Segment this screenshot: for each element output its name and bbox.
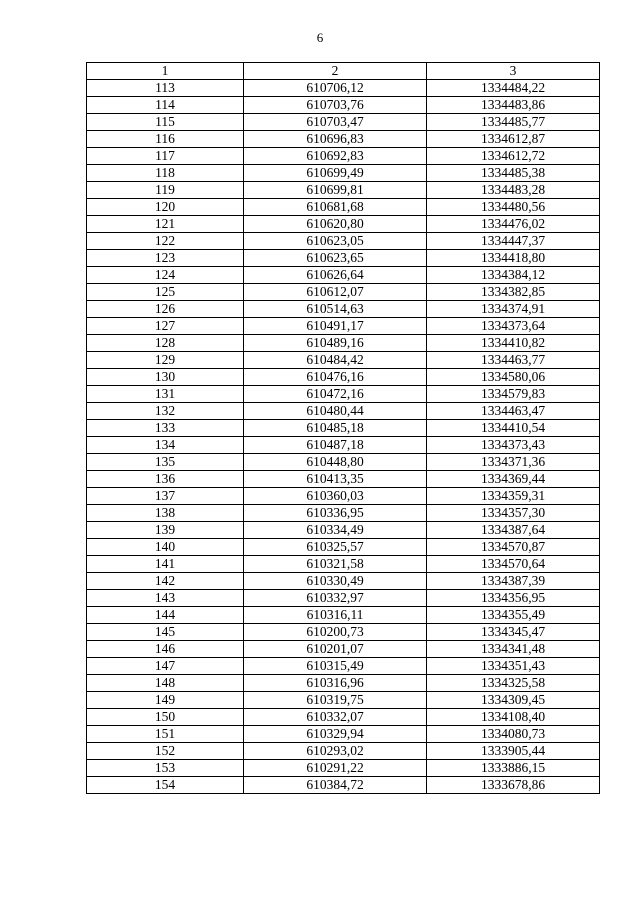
x-coordinate-cell: 610330,49 [244, 573, 427, 590]
table-row [87, 658, 600, 675]
table-row [87, 301, 600, 318]
x-coordinate-cell: 610316,11 [244, 607, 427, 624]
point-number-cell: 118 [87, 165, 244, 182]
point-number-cell: 128 [87, 335, 244, 352]
y-coordinate-cell: 1334309,45 [427, 692, 600, 709]
point-number-cell: 116 [87, 131, 244, 148]
table-row [87, 250, 600, 267]
point-number-cell: 125 [87, 284, 244, 301]
x-coordinate-cell: 610332,97 [244, 590, 427, 607]
x-coordinate-cell: 610319,75 [244, 692, 427, 709]
point-number-cell: 144 [87, 607, 244, 624]
table-row [87, 335, 600, 352]
point-number-cell: 130 [87, 369, 244, 386]
table-row [87, 641, 600, 658]
y-coordinate-cell: 1334374,91 [427, 301, 600, 318]
point-number-cell: 145 [87, 624, 244, 641]
y-coordinate-cell: 1334382,85 [427, 284, 600, 301]
table-row [87, 692, 600, 709]
table-row [87, 148, 600, 165]
x-coordinate-cell: 610681,68 [244, 199, 427, 216]
x-coordinate-cell: 610706,12 [244, 80, 427, 97]
table-row [87, 182, 600, 199]
y-coordinate-cell: 1334463,47 [427, 403, 600, 420]
table-row [87, 709, 600, 726]
point-number-cell: 146 [87, 641, 244, 658]
y-coordinate-cell: 1334612,87 [427, 131, 600, 148]
y-coordinate-cell: 1334325,58 [427, 675, 600, 692]
x-coordinate-cell: 610472,16 [244, 386, 427, 403]
x-coordinate-cell: 610692,83 [244, 148, 427, 165]
table-body [87, 80, 600, 794]
y-coordinate-cell: 1334369,44 [427, 471, 600, 488]
y-coordinate-cell: 1334351,43 [427, 658, 600, 675]
x-coordinate-cell: 610291,22 [244, 760, 427, 777]
table-row [87, 403, 600, 420]
y-coordinate-cell: 1334384,12 [427, 267, 600, 284]
table-row [87, 522, 600, 539]
point-number-cell: 149 [87, 692, 244, 709]
table-row [87, 386, 600, 403]
point-number-cell: 132 [87, 403, 244, 420]
y-coordinate-cell: 1334373,64 [427, 318, 600, 335]
y-coordinate-cell: 1334080,73 [427, 726, 600, 743]
point-number-cell: 122 [87, 233, 244, 250]
point-number-cell: 121 [87, 216, 244, 233]
y-coordinate-cell: 1334410,54 [427, 420, 600, 437]
x-coordinate-cell: 610329,94 [244, 726, 427, 743]
column-header-2: 2 [244, 63, 427, 80]
x-coordinate-cell: 610360,03 [244, 488, 427, 505]
x-coordinate-cell: 610696,83 [244, 131, 427, 148]
point-number-cell: 143 [87, 590, 244, 607]
y-coordinate-cell: 1334359,31 [427, 488, 600, 505]
table-row [87, 607, 600, 624]
table-row [87, 267, 600, 284]
x-coordinate-cell: 610480,44 [244, 403, 427, 420]
table-row [87, 573, 600, 590]
point-number-cell: 138 [87, 505, 244, 522]
table-row [87, 743, 600, 760]
y-coordinate-cell: 1333905,44 [427, 743, 600, 760]
point-number-cell: 148 [87, 675, 244, 692]
table-row [87, 437, 600, 454]
page-number: 6 [316, 30, 324, 45]
table-row [87, 556, 600, 573]
table-row [87, 675, 600, 692]
y-coordinate-cell: 1334447,37 [427, 233, 600, 250]
x-coordinate-cell: 610321,58 [244, 556, 427, 573]
x-coordinate-cell: 610623,65 [244, 250, 427, 267]
x-coordinate-cell: 610201,07 [244, 641, 427, 658]
y-coordinate-cell: 1334463,77 [427, 352, 600, 369]
point-number-cell: 124 [87, 267, 244, 284]
point-number-cell: 117 [87, 148, 244, 165]
y-coordinate-cell: 1334410,82 [427, 335, 600, 352]
point-number-cell: 133 [87, 420, 244, 437]
x-coordinate-cell: 610703,47 [244, 114, 427, 131]
table-row [87, 590, 600, 607]
point-number-cell: 137 [87, 488, 244, 505]
table-row [87, 199, 600, 216]
coordinates-table [86, 62, 600, 794]
y-coordinate-cell: 1334373,43 [427, 437, 600, 454]
point-number-cell: 127 [87, 318, 244, 335]
y-coordinate-cell: 1334476,02 [427, 216, 600, 233]
column-header-3: 3 [427, 63, 600, 80]
point-number-cell: 139 [87, 522, 244, 539]
point-number-cell: 141 [87, 556, 244, 573]
table-row [87, 777, 600, 794]
x-coordinate-cell: 610699,49 [244, 165, 427, 182]
x-coordinate-cell: 610489,16 [244, 335, 427, 352]
point-number-cell: 115 [87, 114, 244, 131]
x-coordinate-cell: 610626,64 [244, 267, 427, 284]
point-number-cell: 131 [87, 386, 244, 403]
point-number-cell: 154 [87, 777, 244, 794]
table-row [87, 216, 600, 233]
table-row [87, 760, 600, 777]
x-coordinate-cell: 610491,17 [244, 318, 427, 335]
x-coordinate-cell: 610315,49 [244, 658, 427, 675]
x-coordinate-cell: 610612,07 [244, 284, 427, 301]
x-coordinate-cell: 610514,63 [244, 301, 427, 318]
y-coordinate-cell: 1334580,06 [427, 369, 600, 386]
x-coordinate-cell: 610485,18 [244, 420, 427, 437]
table-row [87, 233, 600, 250]
table-row [87, 80, 600, 97]
point-number-cell: 152 [87, 743, 244, 760]
y-coordinate-cell: 1333678,86 [427, 777, 600, 794]
y-coordinate-cell: 1334485,38 [427, 165, 600, 182]
y-coordinate-cell: 1334387,39 [427, 573, 600, 590]
table-row [87, 539, 600, 556]
table-row [87, 352, 600, 369]
y-coordinate-cell: 1334357,30 [427, 505, 600, 522]
x-coordinate-cell: 610293,02 [244, 743, 427, 760]
y-coordinate-cell: 1334418,80 [427, 250, 600, 267]
x-coordinate-cell: 610332,07 [244, 709, 427, 726]
table-row [87, 284, 600, 301]
table-row [87, 131, 600, 148]
point-number-cell: 129 [87, 352, 244, 369]
x-coordinate-cell: 610476,16 [244, 369, 427, 386]
table-header-row [87, 63, 600, 80]
x-coordinate-cell: 610448,80 [244, 454, 427, 471]
y-coordinate-cell: 1334570,64 [427, 556, 600, 573]
x-coordinate-cell: 610384,72 [244, 777, 427, 794]
x-coordinate-cell: 610413,35 [244, 471, 427, 488]
table-row [87, 471, 600, 488]
point-number-cell: 147 [87, 658, 244, 675]
y-coordinate-cell: 1334480,56 [427, 199, 600, 216]
table-row [87, 97, 600, 114]
y-coordinate-cell: 1334371,36 [427, 454, 600, 471]
x-coordinate-cell: 610200,73 [244, 624, 427, 641]
table-row [87, 488, 600, 505]
y-coordinate-cell: 1334570,87 [427, 539, 600, 556]
point-number-cell: 120 [87, 199, 244, 216]
x-coordinate-cell: 610316,96 [244, 675, 427, 692]
point-number-cell: 119 [87, 182, 244, 199]
y-coordinate-cell: 1334579,83 [427, 386, 600, 403]
table-row [87, 318, 600, 335]
x-coordinate-cell: 610703,76 [244, 97, 427, 114]
x-coordinate-cell: 610484,42 [244, 352, 427, 369]
x-coordinate-cell: 610325,57 [244, 539, 427, 556]
y-coordinate-cell: 1334485,77 [427, 114, 600, 131]
y-coordinate-cell: 1333886,15 [427, 760, 600, 777]
y-coordinate-cell: 1334356,95 [427, 590, 600, 607]
table-row [87, 505, 600, 522]
table-row [87, 114, 600, 131]
y-coordinate-cell: 1334345,47 [427, 624, 600, 641]
y-coordinate-cell: 1334483,28 [427, 182, 600, 199]
y-coordinate-cell: 1334341,48 [427, 641, 600, 658]
x-coordinate-cell: 610699,81 [244, 182, 427, 199]
x-coordinate-cell: 610336,95 [244, 505, 427, 522]
point-number-cell: 153 [87, 760, 244, 777]
column-header-1: 1 [87, 63, 244, 80]
table-row [87, 454, 600, 471]
point-number-cell: 140 [87, 539, 244, 556]
x-coordinate-cell: 610623,05 [244, 233, 427, 250]
table-row [87, 165, 600, 182]
point-number-cell: 150 [87, 709, 244, 726]
point-number-cell: 134 [87, 437, 244, 454]
point-number-cell: 113 [87, 80, 244, 97]
point-number-cell: 135 [87, 454, 244, 471]
table-row [87, 726, 600, 743]
table-row [87, 369, 600, 386]
point-number-cell: 126 [87, 301, 244, 318]
point-number-cell: 123 [87, 250, 244, 267]
y-coordinate-cell: 1334483,86 [427, 97, 600, 114]
point-number-cell: 114 [87, 97, 244, 114]
point-number-cell: 142 [87, 573, 244, 590]
x-coordinate-cell: 610334,49 [244, 522, 427, 539]
x-coordinate-cell: 610620,80 [244, 216, 427, 233]
y-coordinate-cell: 1334612,72 [427, 148, 600, 165]
y-coordinate-cell: 1334355,49 [427, 607, 600, 624]
table-row [87, 624, 600, 641]
x-coordinate-cell: 610487,18 [244, 437, 427, 454]
point-number-cell: 136 [87, 471, 244, 488]
y-coordinate-cell: 1334108,40 [427, 709, 600, 726]
point-number-cell: 151 [87, 726, 244, 743]
y-coordinate-cell: 1334484,22 [427, 80, 600, 97]
table-row [87, 420, 600, 437]
y-coordinate-cell: 1334387,64 [427, 522, 600, 539]
